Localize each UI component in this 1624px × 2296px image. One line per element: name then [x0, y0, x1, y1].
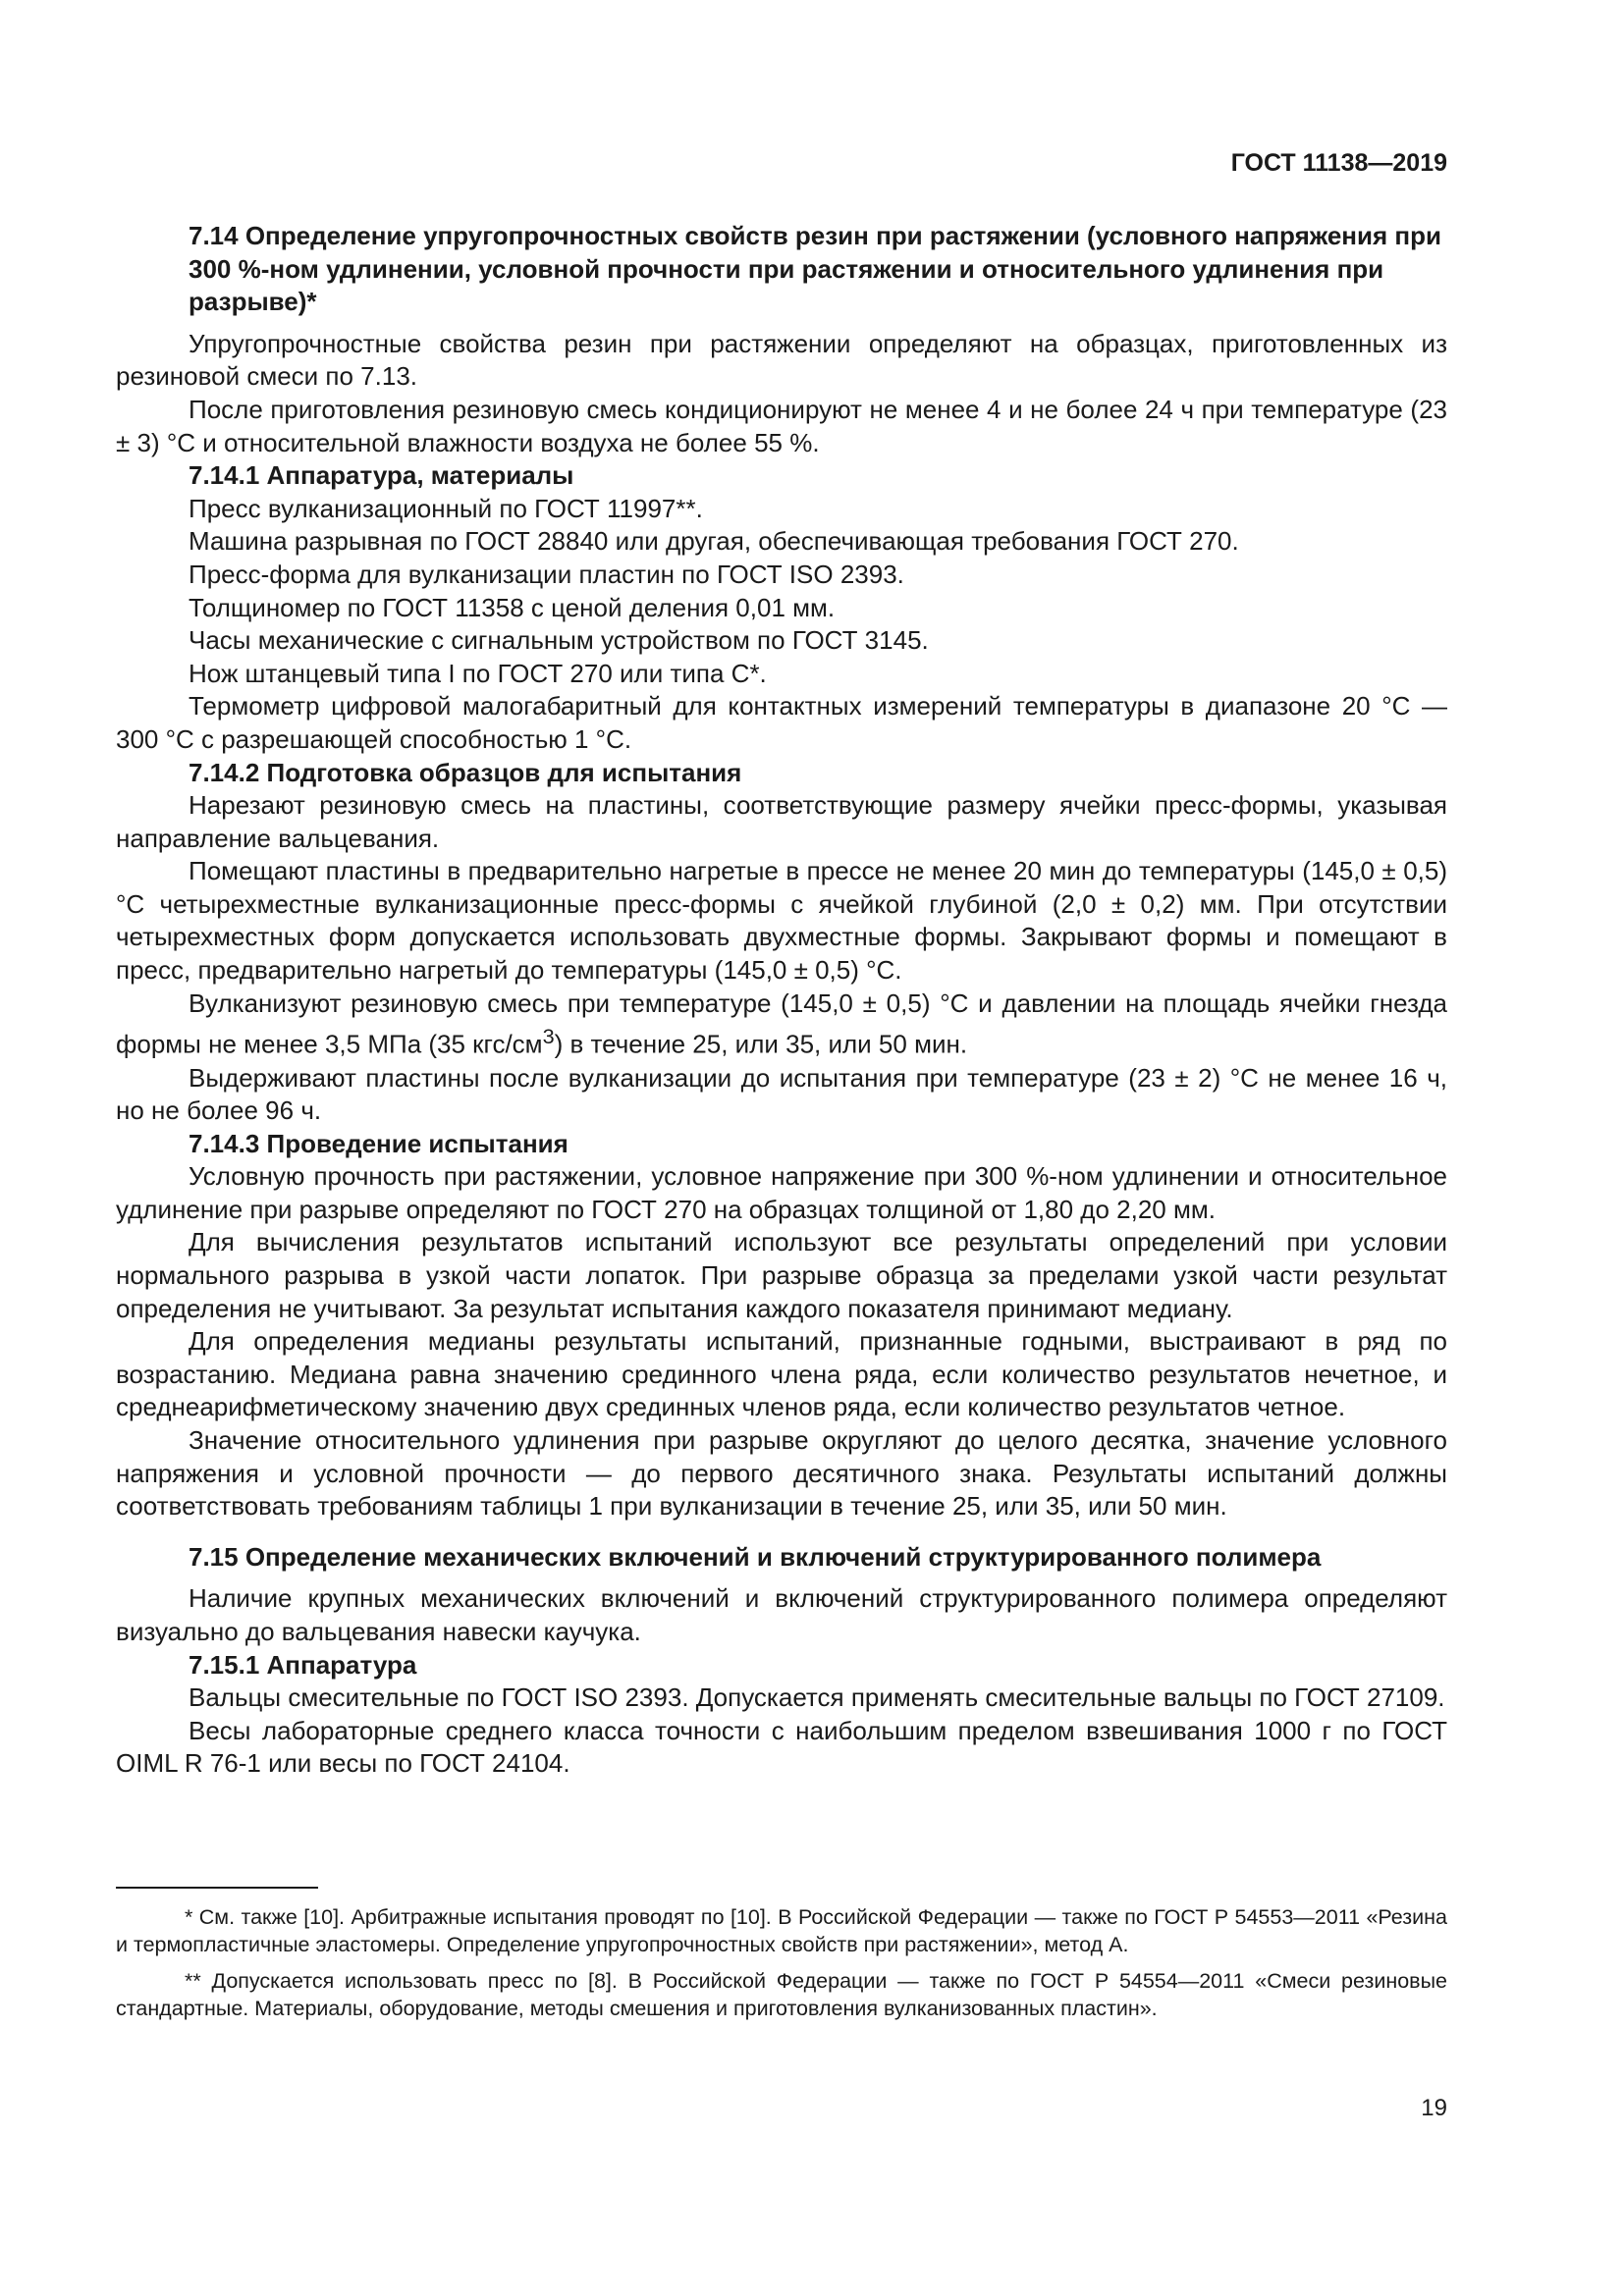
paragraph-vulcanization — [116, 988, 1447, 1062]
equipment-item: Пресс-форма для вулканизации пластин по ГОСТ ISO 2393. — [189, 559, 904, 589]
equipment-item: Нож штанцевый типа I по ГОСТ 270 или типа С*. — [189, 658, 767, 688]
equipment-item: Термометр цифровой малогабаритный для контактных измерений температуры в диапазоне 20 °С — 300 °С с разрешающей способностью 1 °С. — [116, 691, 1447, 754]
paragraph: Выдерживают пластины после вулканизации до испытания при температуре (23 ± 2) °С не менее 16 ч, но не более 96 ч. — [116, 1062, 1447, 1126]
document-code-header: ГОСТ 11138—2019 — [1230, 149, 1447, 177]
paragraph-text: ) в течение 25, или 35, или 50 мин. — [554, 1029, 968, 1059]
footnote-divider — [116, 1887, 318, 1889]
page-number: 19 — [1421, 2095, 1447, 2121]
footnotes — [116, 1887, 1447, 2032]
page-content — [116, 220, 1447, 1781]
superscript: 3 — [542, 1024, 555, 1049]
paragraph: Условную прочность при растяжении, условное напряжение при 300 %-ном удлинении и относительное удлинение при разрыве определяют по ГОСТ 270 на образцах толщиной от 1,80 до 2,20 мм. — [116, 1161, 1447, 1224]
paragraph: Для определения медианы результаты испытаний, признанные годными, выстраивают в ряд по возрастанию. Медиана равна значению срединного члена ряда, если количество результатов нечетное, и среднеарифметическому значению двух срединных членов ряда, если количество результатов четное. — [116, 1326, 1447, 1422]
subsection-7-14-2-title: 7.14.2 Подготовка образцов для испытания — [189, 757, 742, 787]
equipment-item: Толщиномер по ГОСТ 11358 с ценой деления 0,01 мм. — [189, 592, 836, 622]
paragraph-text: Вулканизуют резиновую смесь при температуре (145,0 ± 0,5) °С и давлении на площадь ячейки гнезда формы не менее 3,5 МПа (35 кгс/см — [116, 988, 1447, 1059]
paragraph: Помещают пластины в предварительно нагретые в прессе не менее 20 мин до температуры (145,0 ± 0,5) °С четырехместные вулканизационные пресс-формы с ячейкой глубиной (2,0 ± 0,2) мм. При отсутствии четырехместных форм допускается использовать двухместные формы. Закрывают формы и помещают в пресс, предварительно нагретый до температуры (145,0 ± 0,5) °С. — [116, 856, 1447, 986]
subsection-7-14-1-title: 7.14.1 Аппаратура, материалы — [189, 460, 574, 491]
paragraph: Нарезают резиновую смесь на пластины, соответствующие размеру ячейки пресс-формы, указывая направление вальцевания. — [116, 790, 1447, 853]
footnote: ** Допускается использовать пресс по [8]. В Российской Федерации — также по ГОСТ Р 54554—2011 «Смеси резиновые стандартные. Материалы, оборудование, методы смешения и приготовления вулканизованных пластин». — [116, 1969, 1447, 2020]
subsection-7-15-1-title: 7.15.1 Аппаратура — [189, 1649, 417, 1680]
section-7-15-title: 7.15 Определение механических включений и включений структурированного полимера — [189, 1541, 1322, 1572]
paragraph: Упругопрочностные свойства резин при растяжении определяют на образцах, приготовленных из резиновой смеси по 7.13. — [116, 328, 1447, 392]
paragraph: После приготовления резиновую смесь кондиционируют не менее 4 и не более 24 ч при температуре (23 ± 3) °С и относительной влажности воздуха не более 55 %. — [116, 394, 1447, 457]
equipment-item: Вальцы смесительные по ГОСТ ISO 2393. Допускается применять смесительные вальцы по ГОСТ 27109. — [189, 1682, 1445, 1713]
equipment-item: Часы механические с сигнальным устройством по ГОСТ 3145. — [189, 625, 929, 656]
paragraph: Для вычисления результатов испытаний используют все результаты определений при условии нормального разрыва в узкой части лопаток. При разрыве образца за пределами узкой части результат определения не учитывают. За результат испытания каждого показателя принимают медиану. — [116, 1227, 1447, 1323]
subsection-7-14-3-title: 7.14.3 Проведение испытания — [189, 1128, 568, 1158]
section-7-14-title: 7.14 Определение упругопрочностных свойств резин при растяжении (условного напряжения при 300 %-ном удлинении, условной прочности при растяжении и относительного удлинения при разрыве)* — [189, 221, 1441, 317]
paragraph: Значение относительного удлинения при разрыве округляют до целого десятка, значение условного напряжения и условной прочности — до первого десятичного знака. Результаты испытаний должны соответствовать требованиям таблицы 1 при вулканизации в течение 25, или 35, или 50 мин. — [116, 1425, 1447, 1522]
footnote: * См. также [10]. Арбитражные испытания проводят по [10]. В Российской Федерации — также по ГОСТ Р 54553—2011 «Резина и термопластичные эластомеры. Определение упругопрочностных свойств при растяжении», метод А. — [116, 1905, 1447, 1956]
equipment-item: Машина разрывная по ГОСТ 28840 или другая, обеспечивающая требования ГОСТ 270. — [189, 526, 1239, 557]
equipment-item: Весы лабораторные среднего класса точности с наибольшим пределом взвешивания 1000 г по ГОСТ OIML R 76-1 или весы по ГОСТ 24104. — [116, 1715, 1447, 1779]
equipment-item: Пресс вулканизационный по ГОСТ 11997**. — [189, 493, 703, 523]
paragraph: Наличие крупных механических включений и включений структурированного полимера определяют визуально до вальцевания навески каучука. — [116, 1583, 1447, 1646]
